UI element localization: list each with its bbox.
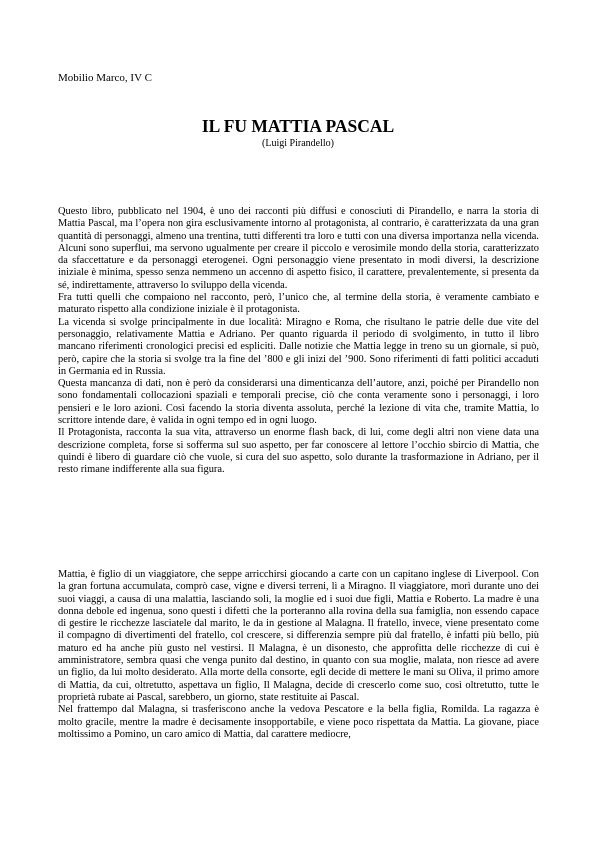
paragraph: Questo libro, pubblicato nel 1904, è uno dei racconti più diffusi e conosciuti di Pirandello, e narra la storia di Mattia Pascal, ma l’opera non gira esclusivamente intorno al protagonista, al contrario, è caratterizzata da una gran quantità di personaggi, almeno una trentina, tutti differenti tra loro e tutti con una diversa importanza nella vicenda. Alcuni sono superflui, ma servono ugualmente per creare il piccolo e verosimile mondo della storia, caratterizzato da sfaccettature e da personaggi eterogenei. Ogni personaggio viene presentato in modi diversi, la descrizione iniziale è minima, spesso senza nemmeno un accenno di aspetto fisico, il carattere, prevalentemente, si presenta da sé, indirettamente, attraverso lo sviluppo della vicenda.: [58, 206, 539, 291]
author-line: Mobilio Marco, IV C: [58, 72, 152, 84]
document-subtitle: (Luigi Pirandello): [262, 138, 334, 149]
body-section-2: [58, 569, 539, 741]
paragraph: Nel frattempo dal Malagna, si trasferiscono anche la vedova Pescatore e la bella figlia, Romilda. La ragazza è molto gracile, mentre la madre è decisamente insopportabile, e viene poco rispettata da Mattia. La giovane, piace moltissimo a Pomino, un caro amico di Mattia, dal carattere mediocre,: [58, 704, 539, 740]
document-title: IL FU MATTIA PASCAL: [201, 116, 395, 136]
paragraph: Il Protagonista, racconta la sua vita, attraverso un enorme flash back, di lui, come degli altri non viene data una descrizione completa, forse si sofferma sul suo aspetto, per far conoscere al lettore l’occhio sbircio di Mattia, che quindi è libero di guardare ciò che vuole, si cura del suo aspetto, solo durante la trasformazione in Adriano, per il resto rimane indifferente alla sua figura.: [58, 427, 539, 476]
paragraph: La vicenda si svolge principalmente in due località: Miragno e Roma, che risultano le patrie delle due vite del personaggio, relativamente Mattia e Adriano. Per quanto riguarda il periodo di svolgimento, in tutto il libro mancano riferimenti cronologici precisi ed espliciti. Dalle notizie che Mattia legge in treno su un giornale, si può, però, capire che la storia si svolge tra la fine del ’800 e gli inizi del ’900. Sono riferimenti di fatti politici accaduti in Germania ed in Russia.: [58, 316, 539, 377]
paragraph: Mattia, è figlio di un viaggiatore, che seppe arricchirsi giocando a carte con un capitano inglese di Liverpool. Con la gran fortuna accumulata, comprò case, vigne e diversi terreni, lì a Miragno. Il viaggiatore, morì durante uno dei suoi viaggi, a causa di una malattia, lasciando soli, la moglie ed i suoi due figli, Mattia e Roberto. La madre è una donna debole ed ingenua, sono questi i difetti che la porteranno alla rovina della sua famiglia, non essendo capace di gestire le ricchezze lasciatele dal marito, le da in gestione al Malagna. Il fratello, invece, viene presentato come il compagno di divertimenti del fratello, col crescere, si differenzia sempre più dal fratello, è infatti più bello, più maturo ed ha anche più gusto nel vestirsi. Il Malagna, è un disonesto, che approfitta delle ricchezze di cui è amministratore, sembra quasi che venga punito dal destino, in quanto con sua moglie, malata, non riesce ad avere un figlio, da lui molto desiderato. Alla morte della consorte, egli decide di mettere le mani su Oliva, il primo amore di Mattia, da cui, oltretutto, aspettava un figlio, Il Malagna, decide di crescerlo come suo, così oltretutto, tutte le proprietà rubate ai Pascal, sarebbero, un giorno, state restituite ai Pascal.: [58, 569, 539, 703]
paragraph: Questa mancanza di dati, non è però da considerarsi una dimenticanza dell’autore, anzi, poiché per Pirandello non sono fondamentali collocazioni spaziali e temporali precise, ciò che conta veramente sono i personaggi, i loro pensieri e le loro azioni. Così facendo la storia diventa assoluta, perché la lezione di vita che, tramite Mattia, lo scrittore intende dare, è valida in ogni tempo ed in ogni luogo.: [58, 378, 539, 427]
body-section-1: [58, 206, 539, 477]
paragraph: Fra tutti quelli che compaiono nel racconto, però, l’unico che, al termine della storia, è veramente cambiato e maturato rispetto alla condizione iniziale è il protagonista.: [58, 292, 539, 316]
